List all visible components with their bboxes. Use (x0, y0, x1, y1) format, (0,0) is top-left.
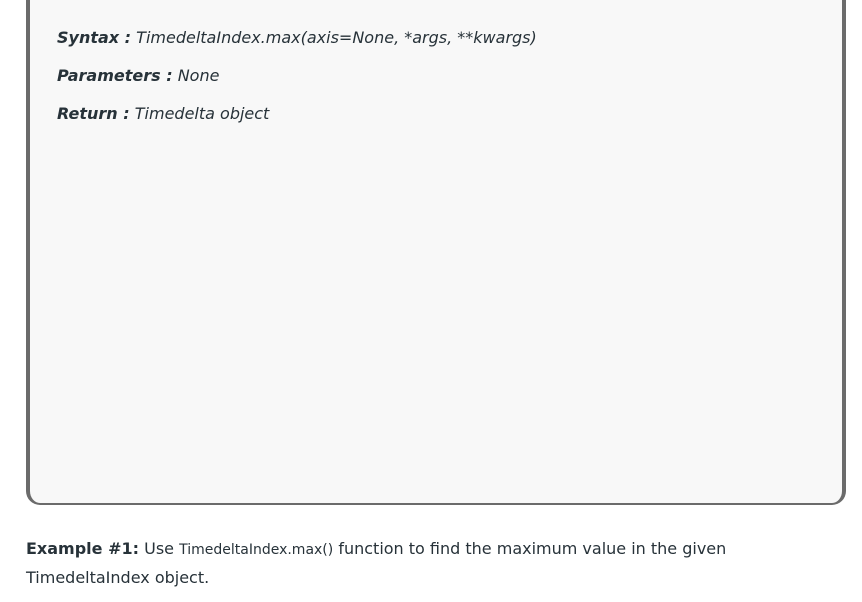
syntax-value: TimedeltaIndex.max(axis=None, *args, **kwargs) (136, 28, 537, 47)
return-label: Return : (57, 104, 130, 123)
syntax-box (26, 0, 846, 505)
return-value: Timedelta object (134, 104, 270, 123)
example-label: Example #1: (26, 539, 140, 558)
parameters-value: None (177, 66, 220, 85)
example-paragraph (26, 535, 826, 592)
example-inline-code: TimedeltaIndex.max() (179, 542, 334, 558)
example-text-before: Use (144, 539, 174, 558)
return-line (57, 104, 269, 124)
syntax-line (57, 28, 537, 48)
parameters-label: Parameters : (57, 66, 173, 85)
parameters-line (57, 66, 219, 86)
example-text-after: function to find the maximum value in the given TimedeltaIndex object. (26, 539, 727, 587)
syntax-label: Syntax : (57, 28, 132, 47)
